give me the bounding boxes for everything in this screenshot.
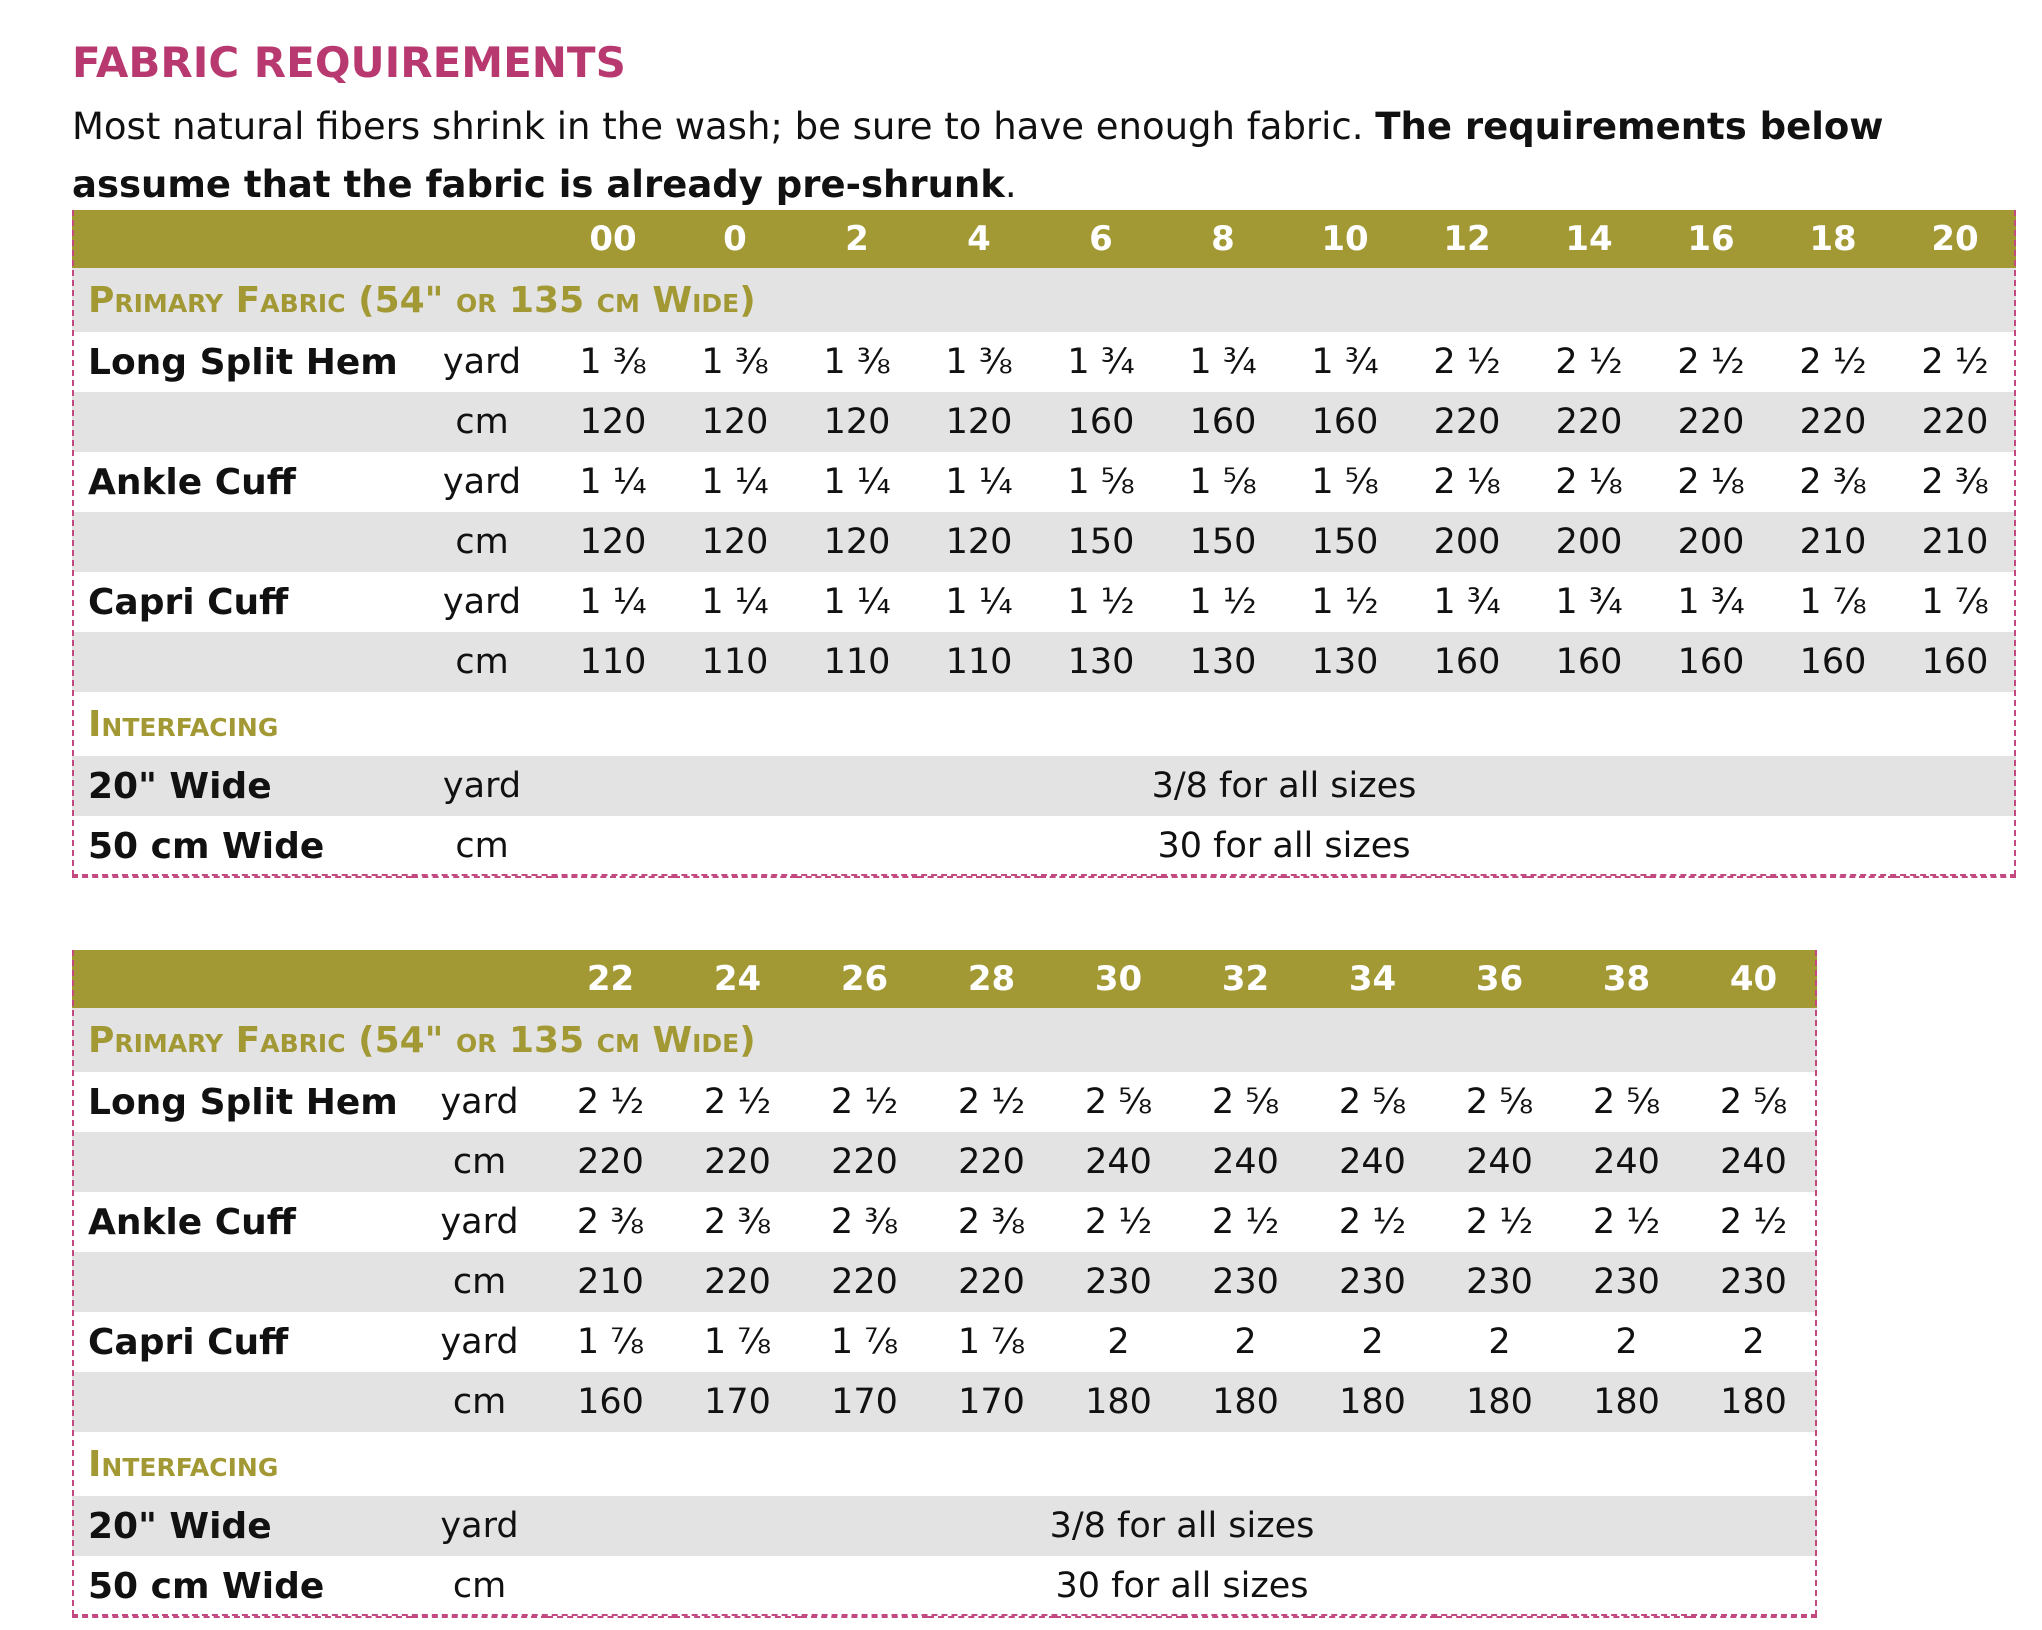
size-header: 32 — [1182, 950, 1309, 1008]
cm-value: 200 — [1406, 512, 1528, 572]
yard-value: 2 ½ — [1338, 1202, 1407, 1242]
yard-value: 2 ⅜ — [576, 1202, 645, 1242]
unit-label: yard — [442, 342, 522, 382]
cm-value: 200 — [1650, 512, 1772, 572]
yard-value: 1 ½ — [1067, 582, 1135, 622]
yard-value: 2 — [1742, 1322, 1765, 1362]
size-header: 20 — [1894, 210, 2016, 268]
cm-value: 160 — [1162, 392, 1284, 452]
cm-value: 220 — [674, 1252, 801, 1312]
unit-label: yard — [442, 582, 522, 622]
item-name-blank — [72, 632, 412, 692]
yard-row — [72, 572, 2016, 632]
size-header: 36 — [1436, 950, 1563, 1008]
cm-value: 160 — [1406, 632, 1528, 692]
yard-value: 2 — [1488, 1322, 1511, 1362]
cm-value: 120 — [552, 512, 674, 572]
yard-value: 2 ½ — [1719, 1202, 1788, 1242]
interfacing-name: 50 cm Wide — [72, 816, 412, 877]
header-blank — [412, 210, 552, 268]
cm-value: 210 — [547, 1252, 674, 1312]
fabric-table-2 — [72, 950, 1817, 1618]
yard-value: 1 ⅜ — [945, 342, 1013, 382]
cm-value: 110 — [796, 632, 918, 692]
interfacing-section — [72, 692, 2016, 756]
yard-value: 2 ⅝ — [1465, 1082, 1534, 1122]
interfacing-row — [72, 1556, 1817, 1617]
yard-row — [72, 332, 2016, 392]
cm-value: 150 — [1284, 512, 1406, 572]
header-blank — [72, 210, 412, 268]
cm-value: 200 — [1528, 512, 1650, 572]
yard-value: 2 ½ — [830, 1082, 899, 1122]
cm-value: 230 — [1563, 1252, 1690, 1312]
yard-value: 2 ½ — [1677, 342, 1745, 382]
cm-value: 230 — [1309, 1252, 1436, 1312]
cm-value: 180 — [1436, 1372, 1563, 1432]
cm-value: 220 — [801, 1132, 928, 1192]
yard-value: 1 ¼ — [945, 462, 1013, 502]
yard-value: 1 ⅝ — [1189, 462, 1257, 502]
cm-value: 240 — [1055, 1132, 1182, 1192]
cm-value: 110 — [918, 632, 1040, 692]
size-header: 28 — [928, 950, 1055, 1008]
yard-value: 2 ½ — [703, 1082, 772, 1122]
unit-label: yard — [440, 1322, 519, 1362]
yard-value: 1 ⅜ — [579, 342, 647, 382]
yard-value: 1 ¼ — [945, 582, 1013, 622]
interfacing-section — [72, 1432, 1817, 1496]
size-header: 38 — [1563, 950, 1690, 1008]
yard-row — [72, 1192, 1817, 1252]
cm-value: 230 — [1690, 1252, 1817, 1312]
header-blank — [412, 950, 547, 1008]
yard-value: 2 ⅜ — [957, 1202, 1026, 1242]
size-header: 4 — [918, 210, 1040, 268]
cm-value: 220 — [1772, 392, 1894, 452]
yard-value: 2 ⅝ — [1338, 1082, 1407, 1122]
yard-value: 2 — [1361, 1322, 1384, 1362]
yard-row — [72, 1312, 1817, 1372]
size-header: 18 — [1772, 210, 1894, 268]
interfacing-value: 30 for all sizes — [552, 816, 2016, 877]
cm-value: 160 — [1772, 632, 1894, 692]
cm-value: 240 — [1309, 1132, 1436, 1192]
yard-value: 2 ⅝ — [1211, 1082, 1280, 1122]
cm-row — [72, 1252, 1817, 1312]
cm-value: 240 — [1182, 1132, 1309, 1192]
yard-value: 2 ⅜ — [703, 1202, 772, 1242]
cm-value: 160 — [1284, 392, 1406, 452]
cm-value: 170 — [674, 1372, 801, 1432]
cm-value: 240 — [1690, 1132, 1817, 1192]
cm-value: 120 — [552, 392, 674, 452]
cm-value: 220 — [801, 1252, 928, 1312]
cm-value: 220 — [1894, 392, 2016, 452]
size-header: 2 — [796, 210, 918, 268]
yard-value: 2 ⅛ — [1433, 462, 1501, 502]
cm-value: 230 — [1055, 1252, 1182, 1312]
unit-label: cm — [412, 816, 552, 877]
cm-row — [72, 392, 2016, 452]
yard-value: 2 ⅜ — [830, 1202, 899, 1242]
yard-value: 2 ½ — [1433, 342, 1501, 382]
primary-fabric-section — [72, 268, 2016, 332]
cm-value: 170 — [928, 1372, 1055, 1432]
yard-value: 1 ¾ — [1677, 582, 1745, 622]
size-header: 00 — [552, 210, 674, 268]
cm-value: 220 — [1650, 392, 1772, 452]
cm-value: 120 — [796, 392, 918, 452]
yard-value: 1 ⅞ — [957, 1322, 1026, 1362]
size-header: 14 — [1528, 210, 1650, 268]
cm-row — [72, 512, 2016, 572]
size-header: 12 — [1406, 210, 1528, 268]
cm-value: 160 — [1650, 632, 1772, 692]
size-header-row — [72, 950, 1817, 1008]
intro-end: . — [1004, 163, 1017, 206]
unit-label: cm — [412, 1132, 547, 1192]
interfacing-name: 50 cm Wide — [72, 1556, 412, 1617]
cm-value: 160 — [547, 1372, 674, 1432]
yard-value: 1 ⅞ — [576, 1322, 645, 1362]
yard-value: 1 ¾ — [1067, 342, 1135, 382]
item-name-blank — [72, 1372, 412, 1432]
page-title: FABRIC REQUIREMENTS — [72, 38, 626, 87]
interfacing-value: 30 for all sizes — [547, 1556, 1817, 1617]
primary-fabric-heading: Primary Fabric (54" or 135 cm Wide) — [72, 1008, 1817, 1072]
cm-value: 180 — [1690, 1372, 1817, 1432]
yard-value: 1 ¼ — [823, 462, 891, 502]
yard-value: 1 ⅜ — [701, 342, 769, 382]
yard-value: 1 ¼ — [701, 462, 769, 502]
yard-value: 1 ⅞ — [703, 1322, 772, 1362]
interfacing-row — [72, 1496, 1817, 1556]
yard-value: 1 ¼ — [579, 462, 647, 502]
cm-value: 130 — [1040, 632, 1162, 692]
unit-label: yard — [440, 1202, 519, 1242]
yard-row — [72, 1072, 1817, 1132]
cm-value: 210 — [1894, 512, 2016, 572]
cm-value: 160 — [1528, 632, 1650, 692]
cm-value: 130 — [1162, 632, 1284, 692]
size-header: 30 — [1055, 950, 1182, 1008]
cm-value: 150 — [1040, 512, 1162, 572]
item-name: Long Split Hem — [88, 341, 398, 383]
cm-value: 150 — [1162, 512, 1284, 572]
yard-value: 2 ⅛ — [1677, 462, 1745, 502]
cm-value: 240 — [1563, 1132, 1690, 1192]
interfacing-value: 3/8 for all sizes — [552, 756, 2016, 816]
cm-value: 120 — [796, 512, 918, 572]
yard-value: 1 ½ — [1189, 582, 1257, 622]
yard-value: 1 ⅞ — [1921, 582, 1989, 622]
cm-value: 220 — [674, 1132, 801, 1192]
cm-value: 220 — [547, 1132, 674, 1192]
unit-label: cm — [412, 1556, 547, 1617]
unit-label: yard — [440, 1082, 519, 1122]
cm-row — [72, 632, 2016, 692]
yard-value: 2 — [1107, 1322, 1130, 1362]
yard-value: 2 ½ — [957, 1082, 1026, 1122]
cm-value: 220 — [1528, 392, 1650, 452]
unit-label: cm — [412, 632, 552, 692]
intro-text — [72, 98, 1972, 214]
yard-value: 1 ⅝ — [1067, 462, 1135, 502]
item-name-blank — [72, 1252, 412, 1312]
yard-row — [72, 452, 2016, 512]
cm-row — [72, 1372, 1817, 1432]
unit-label: cm — [412, 1252, 547, 1312]
size-header: 8 — [1162, 210, 1284, 268]
unit-label: yard — [412, 1496, 547, 1556]
yard-value: 2 ½ — [1211, 1202, 1280, 1242]
cm-value: 160 — [1894, 632, 2016, 692]
cm-value: 230 — [1182, 1252, 1309, 1312]
yard-value: 2 ½ — [1799, 342, 1867, 382]
cm-value: 220 — [1406, 392, 1528, 452]
yard-value: 2 ⅝ — [1084, 1082, 1153, 1122]
size-header: 10 — [1284, 210, 1406, 268]
size-header: 0 — [674, 210, 796, 268]
unit-label: cm — [412, 512, 552, 572]
cm-value: 170 — [801, 1372, 928, 1432]
yard-value: 1 ¼ — [579, 582, 647, 622]
cm-value: 120 — [674, 392, 796, 452]
size-header: 40 — [1690, 950, 1817, 1008]
unit-label: yard — [412, 756, 552, 816]
interfacing-heading: Interfacing — [88, 703, 279, 745]
item-name: Ankle Cuff — [88, 1201, 296, 1243]
yard-value: 2 — [1615, 1322, 1638, 1362]
yard-value: 1 ⅞ — [830, 1322, 899, 1362]
cm-value: 120 — [918, 392, 1040, 452]
unit-label: cm — [412, 1372, 547, 1432]
cm-row — [72, 1132, 1817, 1192]
fabric-table-1 — [72, 210, 2016, 878]
yard-value: 1 ⅞ — [1799, 582, 1867, 622]
yard-value: 2 ⅛ — [1555, 462, 1623, 502]
size-header: 34 — [1309, 950, 1436, 1008]
yard-value: 1 ¾ — [1433, 582, 1501, 622]
cm-value: 180 — [1182, 1372, 1309, 1432]
yard-value: 1 ⅜ — [823, 342, 891, 382]
cm-value: 110 — [674, 632, 796, 692]
interfacing-value: 3/8 for all sizes — [547, 1496, 1817, 1556]
size-header: 22 — [547, 950, 674, 1008]
cm-value: 230 — [1436, 1252, 1563, 1312]
interfacing-heading: Interfacing — [88, 1443, 279, 1485]
yard-value: 2 ⅜ — [1799, 462, 1867, 502]
yard-value: 2 ⅜ — [1921, 462, 1989, 502]
yard-value: 1 ¾ — [1311, 342, 1379, 382]
cm-value: 160 — [1040, 392, 1162, 452]
primary-fabric-heading: Primary Fabric (54" or 135 cm Wide) — [72, 268, 2016, 332]
item-name-blank — [72, 392, 412, 452]
interfacing-row — [72, 756, 2016, 816]
cm-value: 240 — [1436, 1132, 1563, 1192]
yard-value: 1 ¼ — [701, 582, 769, 622]
yard-value: 2 ½ — [1084, 1202, 1153, 1242]
cm-value: 130 — [1284, 632, 1406, 692]
yard-value: 1 ⅝ — [1311, 462, 1379, 502]
size-header: 24 — [674, 950, 801, 1008]
size-header: 16 — [1650, 210, 1772, 268]
unit-label: cm — [412, 392, 552, 452]
header-blank — [72, 950, 412, 1008]
primary-fabric-section — [72, 1008, 1817, 1072]
yard-value: 2 ½ — [576, 1082, 645, 1122]
intro-bold: The requirements below assume that the fabric is already pre-shrunk — [72, 105, 1884, 206]
cm-value: 180 — [1563, 1372, 1690, 1432]
yard-value: 2 ⅝ — [1592, 1082, 1661, 1122]
cm-value: 110 — [552, 632, 674, 692]
intro-regular: Most natural fibers shrink in the wash; be sure to have enough fabric. — [72, 105, 1376, 148]
yard-value: 2 ½ — [1465, 1202, 1534, 1242]
cm-value: 120 — [674, 512, 796, 572]
item-name-blank — [72, 1132, 412, 1192]
size-header-row — [72, 210, 2016, 268]
yard-value: 1 ¾ — [1555, 582, 1623, 622]
size-header: 26 — [801, 950, 928, 1008]
cm-value: 220 — [928, 1132, 1055, 1192]
item-name: Capri Cuff — [88, 581, 289, 623]
yard-value: 1 ¾ — [1189, 342, 1257, 382]
unit-label: yard — [442, 462, 522, 502]
yard-value: 2 ½ — [1555, 342, 1623, 382]
yard-value: 2 ½ — [1921, 342, 1989, 382]
item-name-blank — [72, 512, 412, 572]
cm-value: 180 — [1309, 1372, 1436, 1432]
yard-value: 1 ½ — [1311, 582, 1379, 622]
size-header: 6 — [1040, 210, 1162, 268]
cm-value: 120 — [918, 512, 1040, 572]
cm-value: 180 — [1055, 1372, 1182, 1432]
yard-value: 2 ½ — [1592, 1202, 1661, 1242]
interfacing-name: 20" Wide — [72, 1496, 412, 1556]
interfacing-row — [72, 816, 2016, 877]
yard-value: 1 ¼ — [823, 582, 891, 622]
item-name: Ankle Cuff — [88, 461, 296, 503]
interfacing-name: 20" Wide — [72, 756, 412, 816]
item-name: Long Split Hem — [88, 1081, 398, 1123]
item-name: Capri Cuff — [88, 1321, 289, 1363]
yard-value: 2 — [1234, 1322, 1257, 1362]
cm-value: 220 — [928, 1252, 1055, 1312]
yard-value: 2 ⅝ — [1719, 1082, 1788, 1122]
cm-value: 210 — [1772, 512, 1894, 572]
